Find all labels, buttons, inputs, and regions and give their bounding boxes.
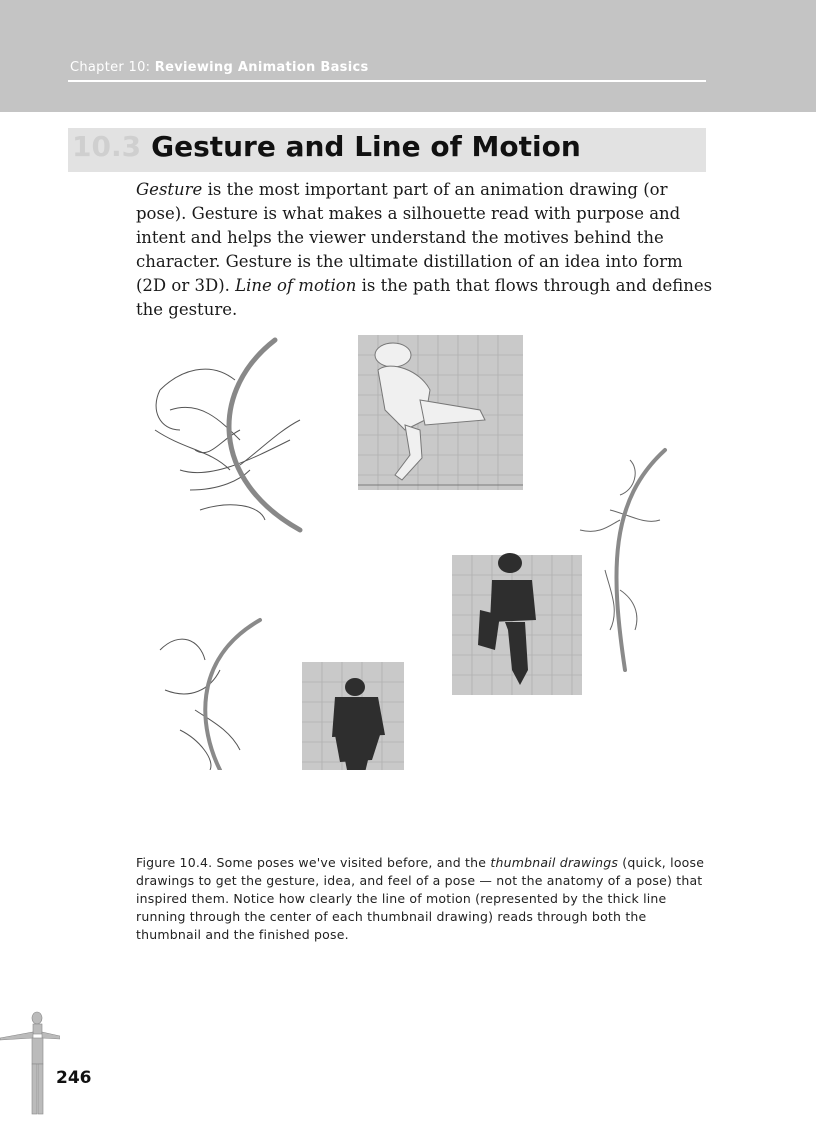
section-heading — [72, 130, 581, 163]
caption-term: thumbnail drawings — [490, 855, 619, 870]
section-number: 10.3 — [72, 130, 142, 163]
page-mascot-icon — [0, 1010, 60, 1123]
caption-prefix: Figure 10.4. Some poses we've visited before, and the — [136, 855, 491, 870]
thumbnail-sketch-1 — [155, 369, 300, 520]
header-rule — [68, 80, 706, 82]
body-text-part-1: is the most important part of an animation drawing (or pose). Gesture is what makes a silhouette read with purpose and intent and helps the viewer understand the motives behind the character. Gesture is the ultimate distillation of an idea into form (2D or 3D). — [136, 180, 683, 295]
body-paragraph — [136, 178, 716, 322]
chapter-prefix: Chapter 10: — [70, 60, 151, 75]
line-of-motion-3 — [205, 620, 260, 770]
figure-caption — [136, 854, 711, 944]
figure-illustration — [140, 330, 710, 770]
term-line-of-motion: Line of motion — [235, 276, 357, 295]
thumbnail-sketch-3 — [160, 639, 240, 770]
section-title: Gesture and Line of Motion — [151, 130, 581, 163]
render-panel-2 — [452, 553, 582, 695]
render-panel-1 — [358, 335, 523, 490]
running-head — [70, 60, 369, 75]
chapter-title: Reviewing Animation Basics — [154, 60, 369, 75]
term-gesture: Gesture — [136, 180, 203, 199]
body-text-part-2: is the path that flows through and defines the gesture. — [136, 276, 713, 319]
page-number: 246 — [56, 1068, 92, 1088]
render-panel-3 — [302, 662, 404, 770]
line-of-motion-1 — [229, 340, 300, 530]
caption-rest: (quick, loose drawings to get the gesture, idea, and feel of a pose — not the anatomy of a pose) that inspired them. Notice how clearly the line of motion (represented by the thick line running through the center of each thumbnail drawing) reads through both the thumbnail and the finished pose. — [136, 855, 705, 942]
line-of-motion-2 — [616, 450, 665, 670]
header-band — [0, 0, 816, 112]
